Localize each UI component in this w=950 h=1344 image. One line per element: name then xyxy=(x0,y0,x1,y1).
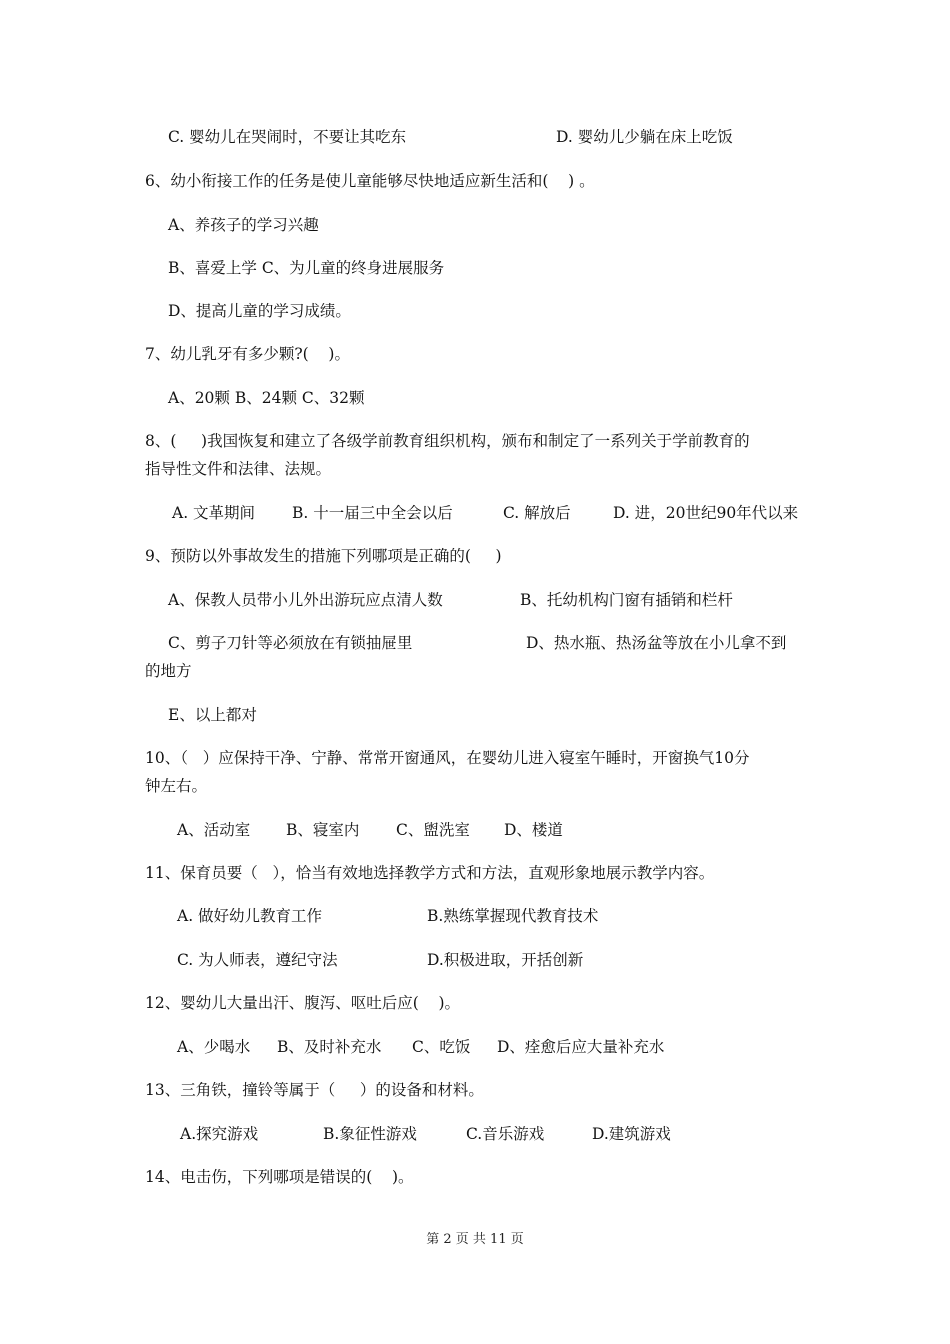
question-9: 9、预防以外事故发生的措施下列哪项是正确的( ) xyxy=(145,547,502,565)
question-8: 8、( )我国恢复和建立了各级学前教育组织机构，颁布和制定了一系列关于学前教育的 xyxy=(145,432,750,450)
question-8-cont: 指导性文件和法律、法规。 xyxy=(145,460,332,478)
question-11: 11、保育员要（ ），恰当有效地选择教学方式和方法，直观形象地展示教学内容。 xyxy=(145,864,715,882)
option-a-q13: A.探究游戏 xyxy=(180,1125,259,1143)
option-c-q8: C. 解放后 xyxy=(503,504,571,522)
option-a-q9: A、保教人员带小儿外出游玩应点清人数 xyxy=(168,591,443,609)
option-b-q8: B. 十一届三中全会以后 xyxy=(292,504,453,522)
option-c-q12: C、吃饭 xyxy=(412,1038,471,1056)
option-c-q9: C、剪子刀针等必须放在有锁抽屉里 xyxy=(168,634,413,652)
option-d-q9-cont: 的地方 xyxy=(145,662,192,680)
option-d-q8: D. 进，20世纪90年代以来 xyxy=(613,504,799,522)
option-b-q11: B.熟练掌握现代教育技术 xyxy=(427,907,599,925)
option-a-q6: A、养孩子的学习兴趣 xyxy=(168,216,319,234)
option-a-q12: A、少喝水 xyxy=(177,1038,251,1056)
option-d-q11: D.积极进取，开括创新 xyxy=(427,951,584,969)
option-d-q12: D、痊愈后应大量补充水 xyxy=(497,1038,665,1056)
question-7: 7、幼儿乳牙有多少颗?( )。 xyxy=(145,345,350,363)
option-a-q11: A. 做好幼儿教育工作 xyxy=(177,907,323,925)
option-d-q10: D、楼道 xyxy=(504,821,563,839)
question-14: 14、电击伤，下列哪项是错误的( )。 xyxy=(145,1168,414,1186)
question-6: 6、幼小衔接工作的任务是使儿童能够尽快地适应新生活和( ) 。 xyxy=(145,172,595,190)
question-10: 10、（ ）应保持干净、宁静、常常开窗通风，在婴幼儿进入寝室午睡时，开窗换气10分 xyxy=(145,749,750,767)
option-c-q11: C. 为人师表，遵纪守法 xyxy=(177,951,338,969)
option-d-q13: D.建筑游戏 xyxy=(592,1125,671,1143)
option-c-q13: C.音乐游戏 xyxy=(466,1125,545,1143)
option-b-q13: B.象征性游戏 xyxy=(323,1125,417,1143)
page-number: 第 2 页 共 11 页 xyxy=(426,1232,524,1247)
option-d-q6: D、提高儿童的学习成绩。 xyxy=(168,302,351,320)
option-b-q10: B、寝室内 xyxy=(286,821,360,839)
option-d-q5: D. 婴幼儿少躺在床上吃饭 xyxy=(556,128,733,146)
option-a-q8: A. 文革期间 xyxy=(172,504,256,522)
question-12: 12、婴幼儿大量出汗、腹泻、呕吐后应( )。 xyxy=(145,994,461,1012)
option-b-q9: B、托幼机构门窗有插销和栏杆 xyxy=(520,591,733,609)
options-q7: A、20颗 B、24颗 C、32颗 xyxy=(168,389,365,407)
question-13: 13、三角铁，撞铃等属于（ ）的设备和材料。 xyxy=(145,1081,484,1099)
question-10-cont: 钟左右。 xyxy=(145,777,208,795)
option-a-q10: A、活动室 xyxy=(177,821,251,839)
option-d-q9: D、热水瓶、热汤盆等放在小儿拿不到 xyxy=(526,634,787,652)
option-bc-q6: B、喜爱上学 C、为儿童的终身进展服务 xyxy=(168,259,445,277)
option-c-q10: C、盥洗室 xyxy=(396,821,470,839)
option-b-q12: B、及时补充水 xyxy=(277,1038,382,1056)
option-e-q9: E、以上都对 xyxy=(168,706,257,724)
option-c-q5: C. 婴幼儿在哭闹时，不要让其吃东 xyxy=(168,128,407,146)
